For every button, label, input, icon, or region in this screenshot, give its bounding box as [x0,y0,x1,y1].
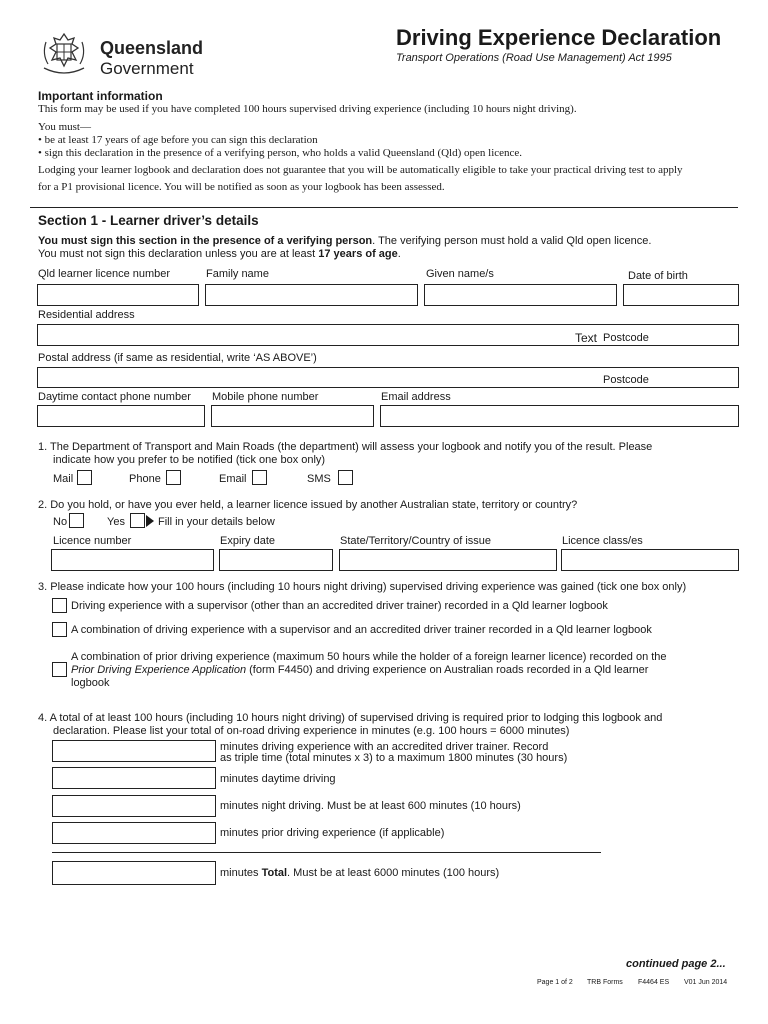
experience-option-3-label: A combination of prior driving experience (maximum 50 hours while the holder of a foreign learner licence) recorded on the [71,651,667,663]
licence-classes-field[interactable] [561,549,739,571]
total-minutes-label: minutes Total. Must be at least 6000 minutes (100 hours) [220,867,500,879]
section-1-intro: You must sign this section in the presence of a verifying person. The verifying person must hold a valid Qld open licence. [38,235,652,247]
expiry-date-label: Expiry date [220,535,276,547]
coat-of-arms-icon [38,28,90,80]
section-1-intro-2: You must not sign this declaration unless you are at least 17 years of age. [38,248,401,260]
daytime-minutes-label: minutes daytime driving [220,773,336,785]
night-minutes-field[interactable] [52,795,216,817]
section-divider [30,207,738,208]
mobile-phone-field[interactable] [211,405,374,427]
given-names-label: Given name/s [426,268,494,280]
section-1-heading: Section 1 - Learner driver’s details [38,213,259,228]
family-name-field[interactable] [205,284,418,306]
given-names-field[interactable] [424,284,617,306]
other-licence-number-label: Licence number [53,535,132,547]
form-subtitle: Transport Operations (Road Use Management) Act 1995 [396,52,672,64]
expiry-date-field[interactable] [219,549,333,571]
arrow-right-icon [146,515,154,527]
experience-option-1-checkbox[interactable] [52,598,67,613]
question-2-text: 2. Do you hold, or have you ever held, a learner licence issued by another Australian state, territory or country? [38,499,578,511]
licence-no-checkbox[interactable] [69,513,84,528]
important-text: This form may be used if you have completed 100 hours supervised driving experience (including 10 hours night driving). [38,103,577,115]
text-marker: Text [575,331,598,345]
daytime-phone-field[interactable] [37,405,205,427]
postal-postcode-label: Postcode [603,374,649,386]
brand-name-line2: Government [100,59,194,78]
notify-phone-label: Phone [129,473,161,485]
experience-option-2-label: A combination of driving experience with a supervisor and an accredited driver trainer recorded in a Qld learner logbook [71,624,652,636]
important-bullet: • sign this declaration in the presence of a verifying person, who holds a valid Queensland (Qld) open licence. [38,147,523,159]
experience-option-1-label: Driving experience with a supervisor (other than an accredited driver trainer) recorded in a Qld learner logbook [71,600,608,612]
licence-classes-label: Licence class/es [562,535,643,547]
notify-mail-label: Mail [53,473,74,485]
important-heading: Important information [38,89,163,103]
prior-minutes-label: minutes prior driving experience (if applicable) [220,827,445,839]
notify-phone-checkbox[interactable] [166,470,181,485]
form-code: F4464 ES [638,979,670,986]
question-1-text: 1. The Department of Transport and Main Roads (the department) will assess your logbook and notify you of the result. Please [38,441,653,453]
licence-number-field[interactable] [37,284,199,306]
postal-label: Postal address (if same as residential, write ‘AS ABOVE’) [38,352,317,364]
licence-yes-label: Yes [107,516,125,528]
licence-number-label: Qld learner licence number [38,268,171,280]
queensland-government-logo [38,28,90,80]
question-3-text: 3. Please indicate how your 100 hours (including 10 hours night driving) supervised driving experience was gained (tick one box only) [38,581,687,593]
continued-note: continued page 2... [626,958,726,970]
licence-no-label: No [53,516,68,528]
total-divider [52,852,601,853]
important-text: for a P1 provisional licence. You will be notified as soon as your logbook has been assessed. [38,181,445,193]
residential-label: Residential address [38,309,135,321]
dob-field[interactable] [623,284,739,306]
email-label: Email address [381,391,451,403]
form-version: V01 Jun 2014 [684,979,728,986]
page-number: Page 1 of 2 [537,979,573,986]
brand-name: Queensland [100,38,204,58]
email-field[interactable] [380,405,739,427]
daytime-minutes-field[interactable] [52,767,216,789]
notify-sms-checkbox[interactable] [338,470,353,485]
trainer-minutes-label: minutes driving experience with an accredited driver trainer. Record [220,741,549,753]
important-text: Lodging your learner logbook and declaration does not guarantee that you will be automatically eligible to take your practical driving test to apply [38,164,683,176]
dob-label: Date of birth [628,270,688,282]
total-minutes-field[interactable] [52,861,216,885]
licence-yes-checkbox[interactable] [130,513,145,528]
family-name-label: Family name [206,268,269,280]
experience-option-3-label-3: logbook [71,677,110,689]
prior-minutes-field[interactable] [52,822,216,844]
night-minutes-label: minutes night driving. Must be at least 600 minutes (10 hours) [220,800,521,812]
other-licence-number-field[interactable] [51,549,214,571]
question-4-text-2: declaration. Please list your total of on-road driving experience in minutes (e.g. 100 hours = 6000 minutes) [53,725,570,737]
mobile-phone-label: Mobile phone number [212,391,319,403]
question-1-text-2: indicate how you prefer to be notified (tick one box only) [53,454,326,466]
experience-option-2-checkbox[interactable] [52,622,67,637]
notify-mail-checkbox[interactable] [77,470,92,485]
form-group: TRB Forms [587,979,623,986]
trainer-minutes-field[interactable] [52,740,216,762]
notify-email-checkbox[interactable] [252,470,267,485]
fill-details-label: Fill in your details below [158,516,275,528]
important-bullet: • be at least 17 years of age before you can sign this declaration [38,134,318,146]
trainer-minutes-label-2: as triple time (total minutes x 3) to a maximum 1800 minutes (30 hours) [220,752,568,764]
state-label: State/Territory/Country of issue [340,535,492,547]
important-text: You must— [38,121,91,133]
daytime-phone-label: Daytime contact phone number [38,391,191,403]
form-title: Driving Experience Declaration [396,25,722,50]
state-field[interactable] [339,549,557,571]
residential-postcode-label: Postcode [603,332,649,344]
question-4-text: 4. A total of at least 100 hours (including 10 hours night driving) of supervised driving is required prior to lodging this logbook and [38,712,663,724]
experience-option-3-label-2: Prior Driving Experience Application (form F4450) and driving experience on Australian roads recorded in a Qld learner [71,664,649,676]
notify-email-label: Email [219,473,247,485]
notify-sms-label: SMS [307,473,331,485]
experience-option-3-checkbox[interactable] [52,662,67,677]
